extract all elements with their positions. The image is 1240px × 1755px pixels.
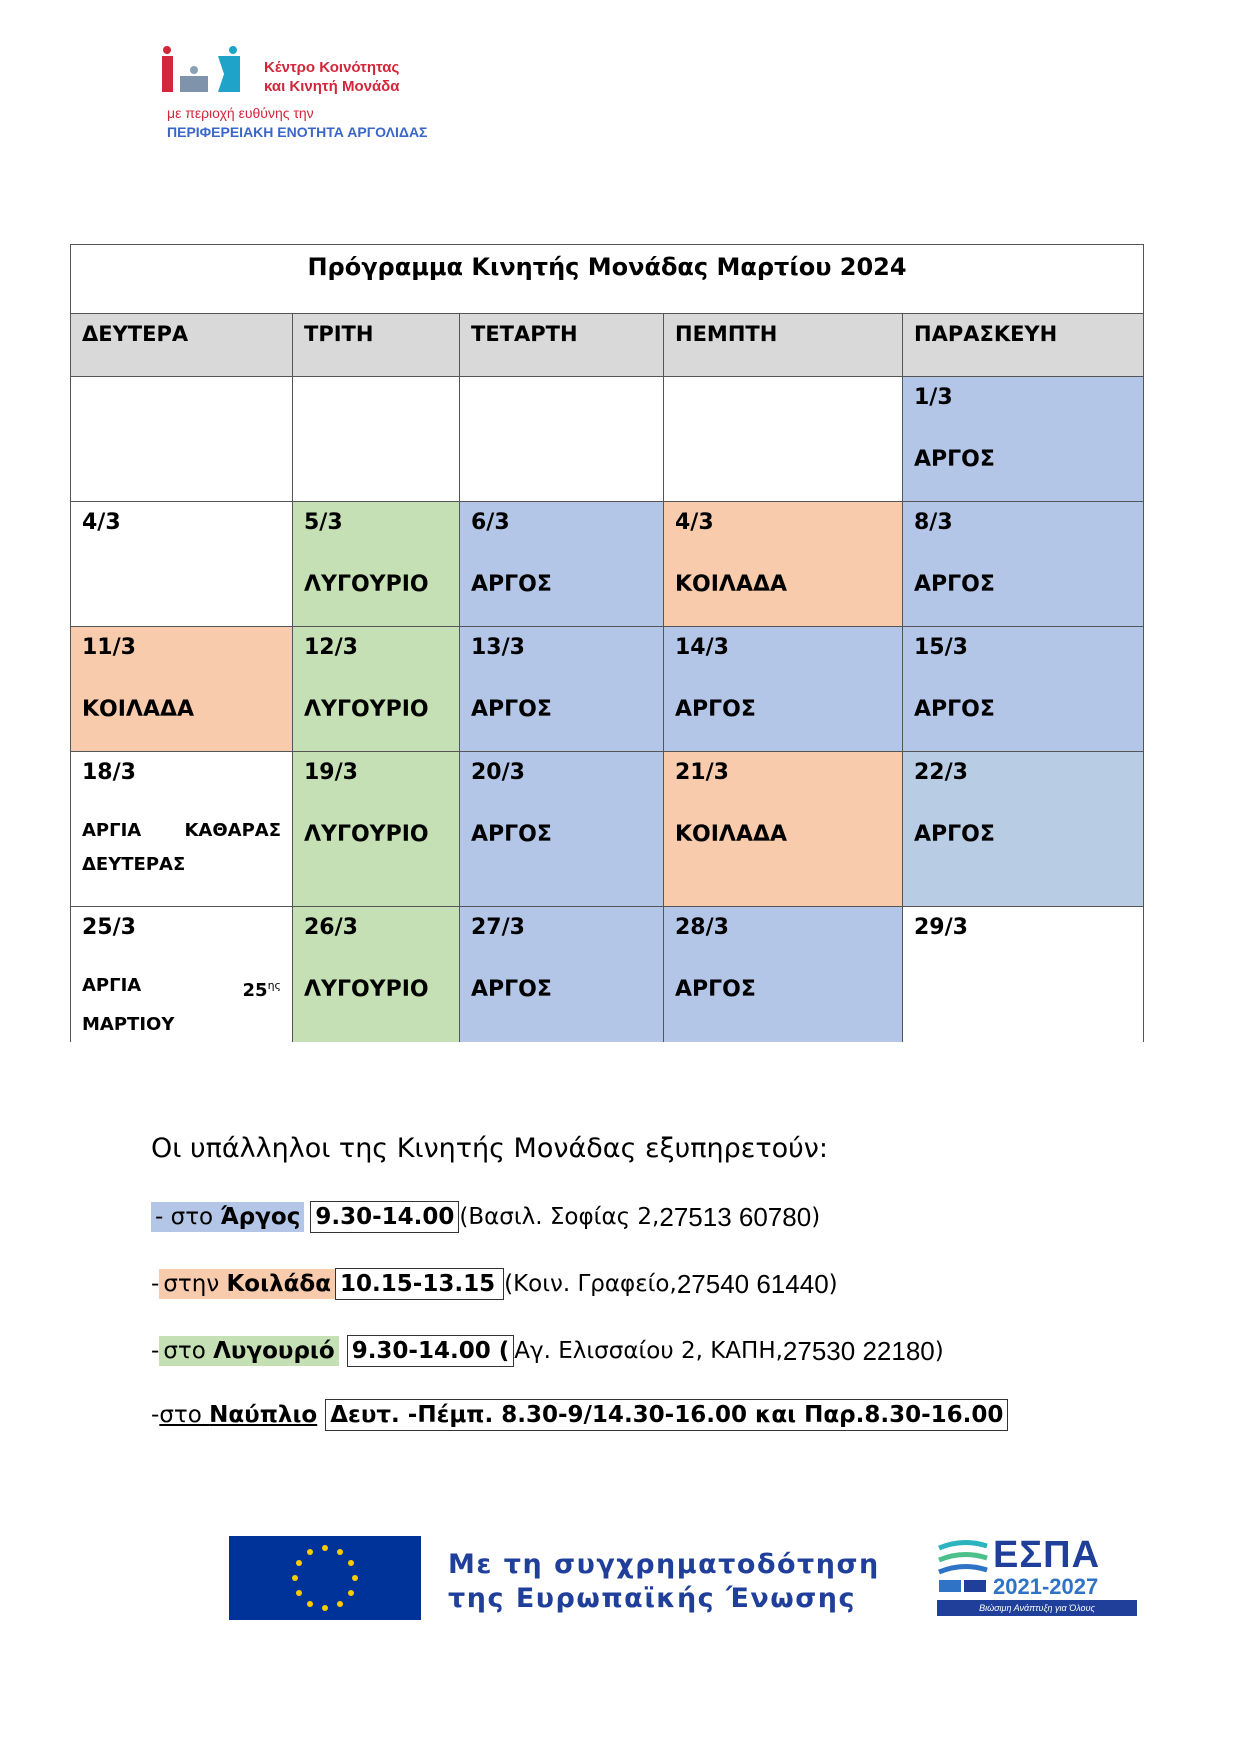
day-place: ΑΡΓΟΣ <box>675 977 756 1002</box>
day-date: 8/3 <box>914 510 953 535</box>
info-argos <box>151 1198 820 1236</box>
lygourio-phone: 27530 22180 <box>782 1335 935 1366</box>
koilada-address: (Κοιν. Γραφείο, <box>504 1271 677 1297</box>
day-place: ΑΡΓΟΣ <box>914 822 995 847</box>
day-date <box>675 385 891 417</box>
day-place: ΑΡΓΟΣ <box>471 822 552 847</box>
day-header-monday: ΔΕΥΤΕΡΑ <box>71 314 293 377</box>
schedule-table <box>70 244 1144 1042</box>
day-place: ΛΥΓΟΥΡΙΟ <box>304 822 429 847</box>
nafplio-label <box>159 1402 317 1428</box>
nafplio-hours: Δευτ. -Πέμπ. 8.30-9/14.30-16.00 και Παρ.8.30-16.00 <box>325 1399 1008 1431</box>
lygourio-pre: στο <box>163 1338 214 1364</box>
lygourio-address: Αγ. Ελισσαίου 2, ΚΑΠΗ, <box>514 1338 783 1364</box>
day-header-wednesday: ΤΕΤΑΡΤΗ <box>460 314 664 377</box>
day-date: 6/3 <box>471 510 510 535</box>
info-intro: Οι υπάλληλοι της Κινητής Μονάδας εξυπηρετούν: <box>151 1133 828 1164</box>
day-date: 25/3 <box>82 915 136 940</box>
region-name: ΠΕΡΙΦΕΡΕΙΑΚΗ ΕΝΟΤΗΤΑ ΑΡΓΟΛΙΔΑΣ <box>167 124 428 140</box>
argos-prefix: - στο <box>155 1204 221 1230</box>
day-cell <box>903 627 1144 752</box>
day-cell <box>664 377 903 502</box>
day-cell <box>903 907 1144 1042</box>
day-cell <box>903 502 1144 627</box>
day-place: ΑΡΓΟΣ <box>471 572 552 597</box>
day-cell <box>71 627 293 752</box>
day-cell <box>71 907 293 1042</box>
day-place: ΚΟΙΛΑΔΑ <box>675 572 788 597</box>
day-cell <box>903 377 1144 502</box>
holiday-day-number: 25 <box>242 980 268 1001</box>
day-date <box>471 385 652 417</box>
week-row-2 <box>71 502 1144 627</box>
day-cell <box>460 907 664 1042</box>
day-cell <box>664 627 903 752</box>
koilada-pre: στην <box>163 1271 227 1297</box>
koilada-prefix: - <box>151 1271 160 1297</box>
community-center-logo <box>160 46 242 96</box>
info-lygourio <box>151 1332 944 1370</box>
day-date: 19/3 <box>304 760 358 785</box>
holiday-word: ΑΡΓΙΑ <box>82 975 142 996</box>
week-row-5 <box>71 907 1144 1042</box>
argos-hours: 9.30-14.00 <box>310 1201 459 1233</box>
day-header-tuesday: ΤΡΙΤΗ <box>293 314 460 377</box>
day-date: 18/3 <box>82 760 136 785</box>
day-date: 4/3 <box>82 510 121 535</box>
holiday-word: ΑΡΓΙΑ <box>82 820 142 841</box>
koilada-hours: 10.15-13.15 <box>335 1268 504 1300</box>
day-cell <box>903 752 1144 907</box>
day-date <box>304 385 448 417</box>
day-date: 20/3 <box>471 760 525 785</box>
holiday-name-cont: ΔΕΥΤΕΡΑΣ <box>82 854 186 875</box>
day-cell <box>293 907 460 1042</box>
day-date: 22/3 <box>914 760 968 785</box>
argos-close: ) <box>811 1204 821 1230</box>
nafplio-place: Ναύπλιο <box>209 1402 318 1428</box>
argos-address: (Βασιλ. Σοφίας 2, <box>459 1204 660 1230</box>
koilada-label <box>159 1269 335 1299</box>
day-date: 28/3 <box>675 915 729 940</box>
day-date: 15/3 <box>914 635 968 660</box>
day-date: 12/3 <box>304 635 358 660</box>
holiday-note <box>82 975 281 1002</box>
argos-phone: 27513 60780 <box>659 1201 812 1232</box>
day-place: ΑΡΓΟΣ <box>914 447 995 472</box>
day-date: 1/3 <box>914 385 953 410</box>
day-place: ΑΡΓΟΣ <box>914 572 995 597</box>
espa-title: ΕΣΠΑ <box>993 1534 1101 1576</box>
day-place: ΛΥΓΟΥΡΙΟ <box>304 977 429 1002</box>
day-place: ΑΡΓΟΣ <box>471 977 552 1002</box>
day-cell <box>71 752 293 907</box>
holiday-note <box>82 820 281 842</box>
espa-years: 2021-2027 <box>993 1574 1099 1599</box>
argos-label <box>151 1202 304 1232</box>
day-cell <box>664 502 903 627</box>
org-line2: και Κινητή Μονάδα <box>264 78 400 95</box>
lygourio-prefix: - <box>151 1338 160 1364</box>
day-cell <box>460 627 664 752</box>
day-cell <box>71 502 293 627</box>
day-place: ΑΡΓΟΣ <box>914 697 995 722</box>
day-date <box>82 385 281 417</box>
info-koilada <box>151 1265 838 1303</box>
holiday-name: ΚΑΘΑΡΑΣ <box>184 820 281 841</box>
day-date: 26/3 <box>304 915 358 940</box>
eu-flag-icon <box>229 1536 421 1620</box>
day-cell <box>293 502 460 627</box>
day-place: ΚΟΙΛΑΔΑ <box>82 697 195 722</box>
day-cell <box>664 752 903 907</box>
espa-waves-icon <box>937 1538 989 1594</box>
koilada-close: ) <box>828 1271 838 1297</box>
week-row-1 <box>71 377 1144 502</box>
lygourio-label <box>159 1336 338 1366</box>
lygourio-place: Λυγουριό <box>213 1338 335 1364</box>
ordinal-suffix: ης <box>267 979 281 992</box>
lygourio-hours: 9.30-14.00 ( <box>347 1335 515 1367</box>
day-cell <box>71 377 293 502</box>
day-place: ΚΟΙΛΑΔΑ <box>675 822 788 847</box>
region-prefix: με περιοχή ευθύνης την <box>167 105 314 121</box>
day-date: 11/3 <box>82 635 136 660</box>
day-place: ΑΡΓΟΣ <box>675 697 756 722</box>
day-place: ΛΥΓΟΥΡΙΟ <box>304 697 429 722</box>
day-date: 29/3 <box>914 915 968 940</box>
argos-place: Άργος <box>220 1204 301 1230</box>
day-date: 14/3 <box>675 635 729 660</box>
org-line1: Κέντρο Κοινότητας <box>264 59 400 76</box>
day-header-friday: ΠΑΡΑΣΚΕΥΗ <box>903 314 1144 377</box>
eu-line1: Με τη συγχρηματοδότηση <box>448 1549 880 1580</box>
day-cell <box>293 377 460 502</box>
day-cell <box>460 377 664 502</box>
espa-tagline: Βιώσιμη Ανάπτυξη για Όλους <box>937 1600 1137 1616</box>
koilada-place: Κοιλάδα <box>226 1271 332 1297</box>
holiday-day <box>243 975 282 1002</box>
eu-cofunding-text <box>448 1548 880 1616</box>
day-date: 13/3 <box>471 635 525 660</box>
nafplio-pre: στο <box>159 1402 210 1428</box>
day-place: ΛΥΓΟΥΡΙΟ <box>304 572 429 597</box>
day-cell <box>293 752 460 907</box>
espa-logo <box>937 1534 1137 1612</box>
day-place: ΑΡΓΟΣ <box>471 697 552 722</box>
day-date: 21/3 <box>675 760 729 785</box>
holiday-name-cont: ΜΑΡΤΙΟΥ <box>82 1014 175 1035</box>
day-cell <box>664 907 903 1042</box>
lygourio-close: ) <box>934 1338 944 1364</box>
day-header-thursday: ΠΕΜΠΤΗ <box>664 314 903 377</box>
koilada-phone: 27540 61440 <box>676 1268 829 1299</box>
day-cell <box>460 502 664 627</box>
info-nafplio <box>151 1396 1008 1434</box>
eu-line2: της Ευρωπαϊκής Ένωσης <box>448 1583 857 1614</box>
schedule-title: Πρόγραμμα Κινητής Μονάδας Μαρτίου 2024 <box>71 245 1144 314</box>
nafplio-prefix: - <box>151 1402 160 1428</box>
day-date: 27/3 <box>471 915 525 940</box>
week-row-4 <box>71 752 1144 907</box>
day-cell <box>293 627 460 752</box>
org-name <box>264 58 400 96</box>
week-row-3 <box>71 627 1144 752</box>
day-cell <box>460 752 664 907</box>
day-date: 5/3 <box>304 510 343 535</box>
day-date: 4/3 <box>675 510 714 535</box>
